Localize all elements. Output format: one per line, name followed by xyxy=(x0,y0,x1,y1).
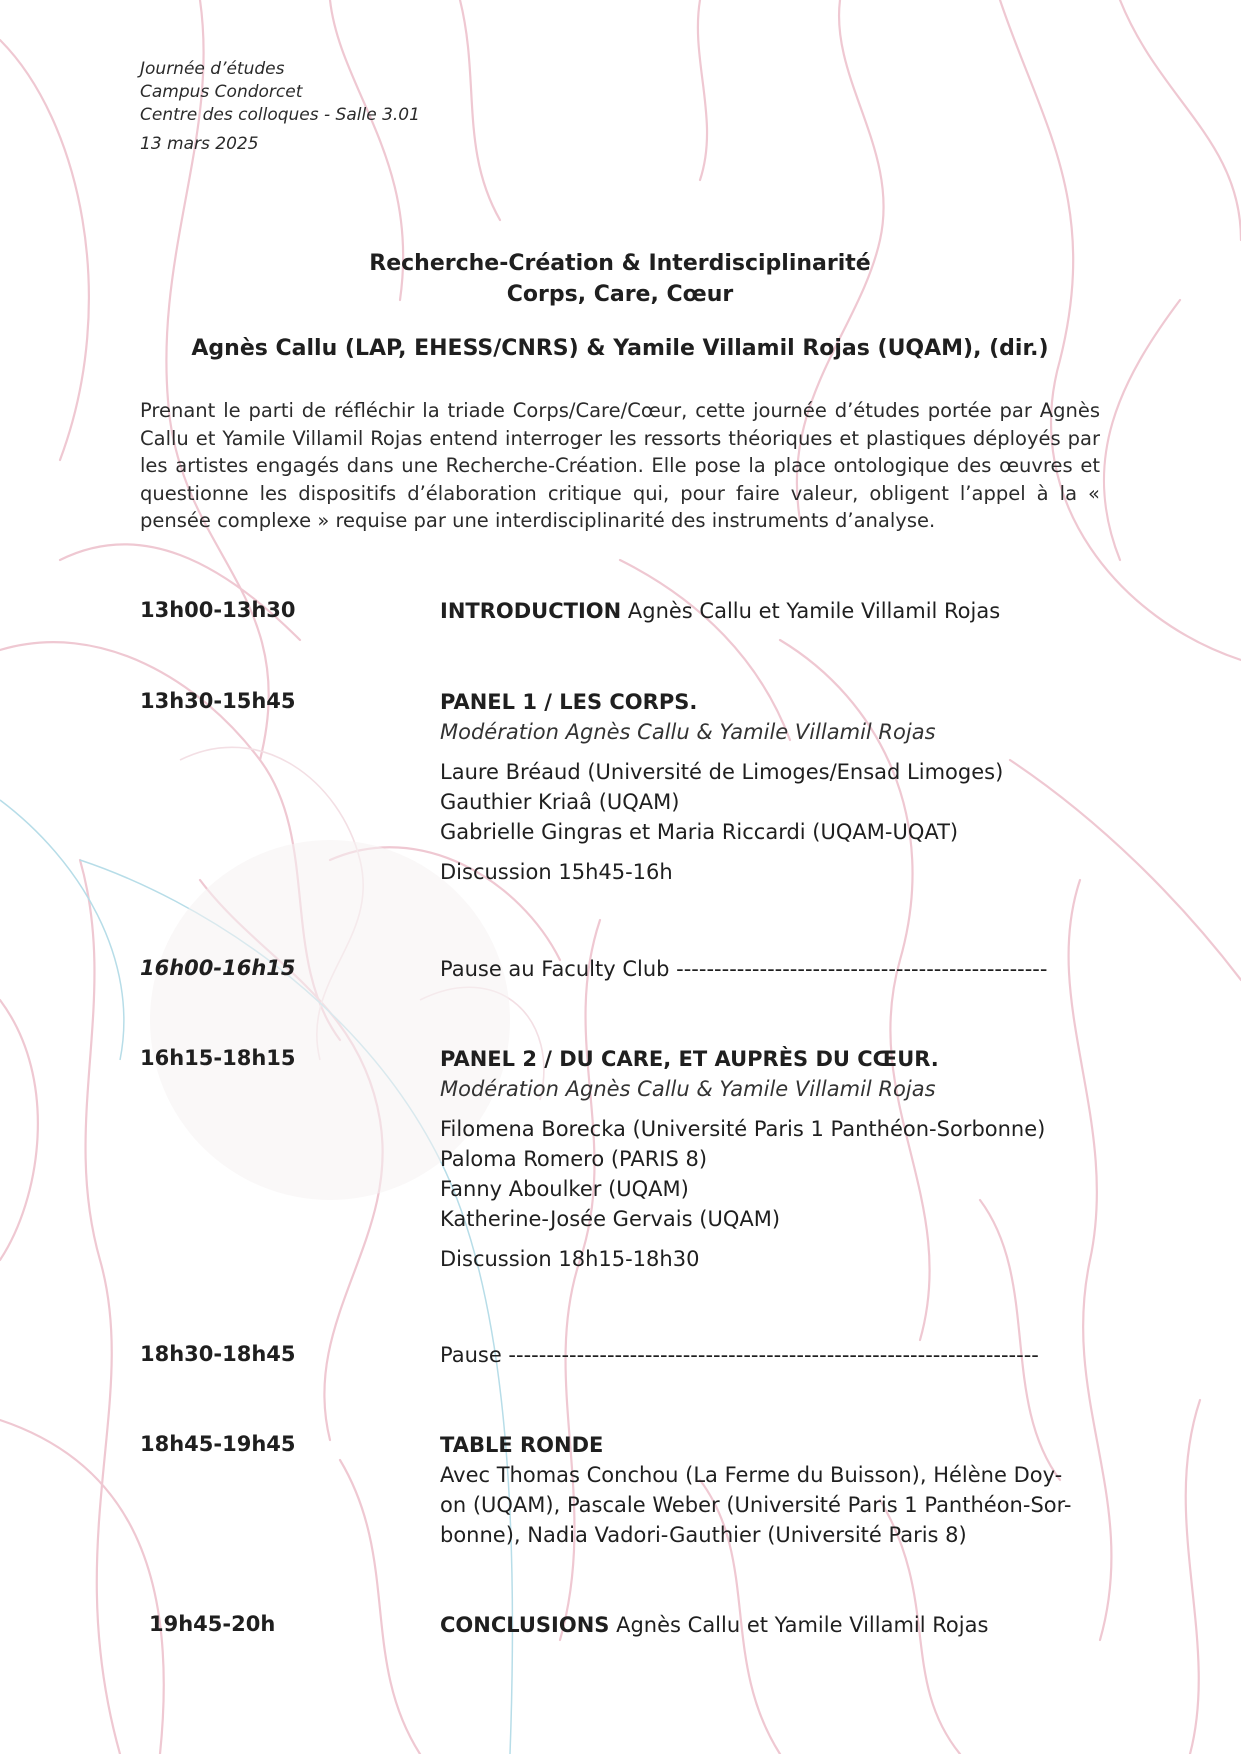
speaker: Gabrielle Gingras et Maria Riccardi (UQAM-UQAT) xyxy=(440,820,959,844)
round-table-line: Avec Thomas Conchou (La Ferme du Buisson), Hélène Doy- xyxy=(440,1463,1063,1487)
speaker: Filomena Borecka (Université Paris 1 Panthéon-Sorbonne) xyxy=(440,1117,1046,1141)
session-round-table xyxy=(440,1430,1100,1550)
session-panel-1 xyxy=(440,687,1100,887)
time-pause-1: 16h00-16h15 xyxy=(140,956,296,980)
round-table-line: bonne), Nadia Vadori-Gauthier (Université Paris 8) xyxy=(440,1523,967,1547)
session-panel-2 xyxy=(440,1044,1100,1274)
title-line-1: Recherche-Création & Interdisciplinarité xyxy=(369,251,871,276)
time-conclusions: 19h45-20h xyxy=(149,1612,276,1636)
event-type: Journée d’études xyxy=(140,59,285,79)
panel-moderation: Modération Agnès Callu & Yamile Villamil Rojas xyxy=(440,720,936,744)
time-pause-2: 18h30-18h45 xyxy=(140,1342,296,1366)
time-panel-1: 13h30-15h45 xyxy=(140,689,296,713)
event-directors: Agnès Callu (LAP, EHESS/CNRS) & Yamile Villamil Rojas (UQAM), (dir.) xyxy=(191,336,1049,361)
pause-label: Pause au Faculty Club ------------------------------------------------- xyxy=(440,957,1048,981)
speaker: Fanny Aboulker (UQAM) xyxy=(440,1177,689,1201)
time-panel-2: 16h15-18h15 xyxy=(140,1046,296,1070)
event-campus: Campus Condorcet xyxy=(140,82,303,102)
pause-label: Pause ---------------------------------------------------------------------- xyxy=(440,1343,1039,1367)
panel-title: PANEL 2 / DU CARE, ET AUPRÈS DU CŒUR. xyxy=(440,1047,939,1071)
session-title: INTRODUCTION xyxy=(440,599,622,623)
round-table-line: on (UQAM), Pascale Weber (Université Paris 1 Panthéon-Sor- xyxy=(440,1493,1072,1517)
speaker: Laure Bréaud (Université de Limoges/Ensad Limoges) xyxy=(440,760,1004,784)
speaker: Katherine-Josée Gervais (UQAM) xyxy=(440,1207,781,1231)
panel-discussion: Discussion 18h15-18h30 xyxy=(440,1247,700,1271)
session-speakers: Agnès Callu et Yamile Villamil Rojas xyxy=(621,599,1001,623)
event-title xyxy=(140,248,1100,310)
session-introduction xyxy=(440,596,1100,626)
intro-paragraph: Prenant le parti de réfléchir la triade Corps/Care/Cœur, cette journée d’études portée par Agnès Callu et Yamile Villamil Rojas entend interroger les ressorts théoriques et plastiques déployés par les artistes engagés dans une Recherche-Création. Elle pose la place ontologique des œuvres et questionne les dispositifs d’élaboration critique qui, pour faire valeur, obligent l’appel à la « pensée complexe » requise par une interdisciplinarité des instruments d’analyse. xyxy=(140,399,1100,532)
speaker: Paloma Romero (PARIS 8) xyxy=(440,1147,708,1171)
speaker: Gauthier Kriaâ (UQAM) xyxy=(440,790,680,814)
session-pause-2 xyxy=(440,1340,1100,1370)
time-round-table: 18h45-19h45 xyxy=(140,1432,296,1456)
session-speakers: Agnès Callu et Yamile Villamil Rojas xyxy=(609,1613,989,1637)
time-introduction: 13h00-13h30 xyxy=(140,598,296,622)
panel-title: PANEL 1 / LES CORPS. xyxy=(440,690,698,714)
round-table-title: TABLE RONDE xyxy=(440,1433,604,1457)
panel-moderation: Modération Agnès Callu & Yamile Villamil Rojas xyxy=(440,1077,936,1101)
event-date: 13 mars 2025 xyxy=(140,134,259,154)
session-title: CONCLUSIONS xyxy=(440,1613,610,1637)
session-conclusions xyxy=(440,1610,1100,1640)
session-pause-1 xyxy=(440,954,1100,984)
event-room: Centre des colloques - Salle 3.01 xyxy=(140,105,420,125)
event-header xyxy=(140,58,420,156)
panel-discussion: Discussion 15h45-16h xyxy=(440,860,673,884)
title-line-2: Corps, Care, Cœur xyxy=(506,282,734,307)
